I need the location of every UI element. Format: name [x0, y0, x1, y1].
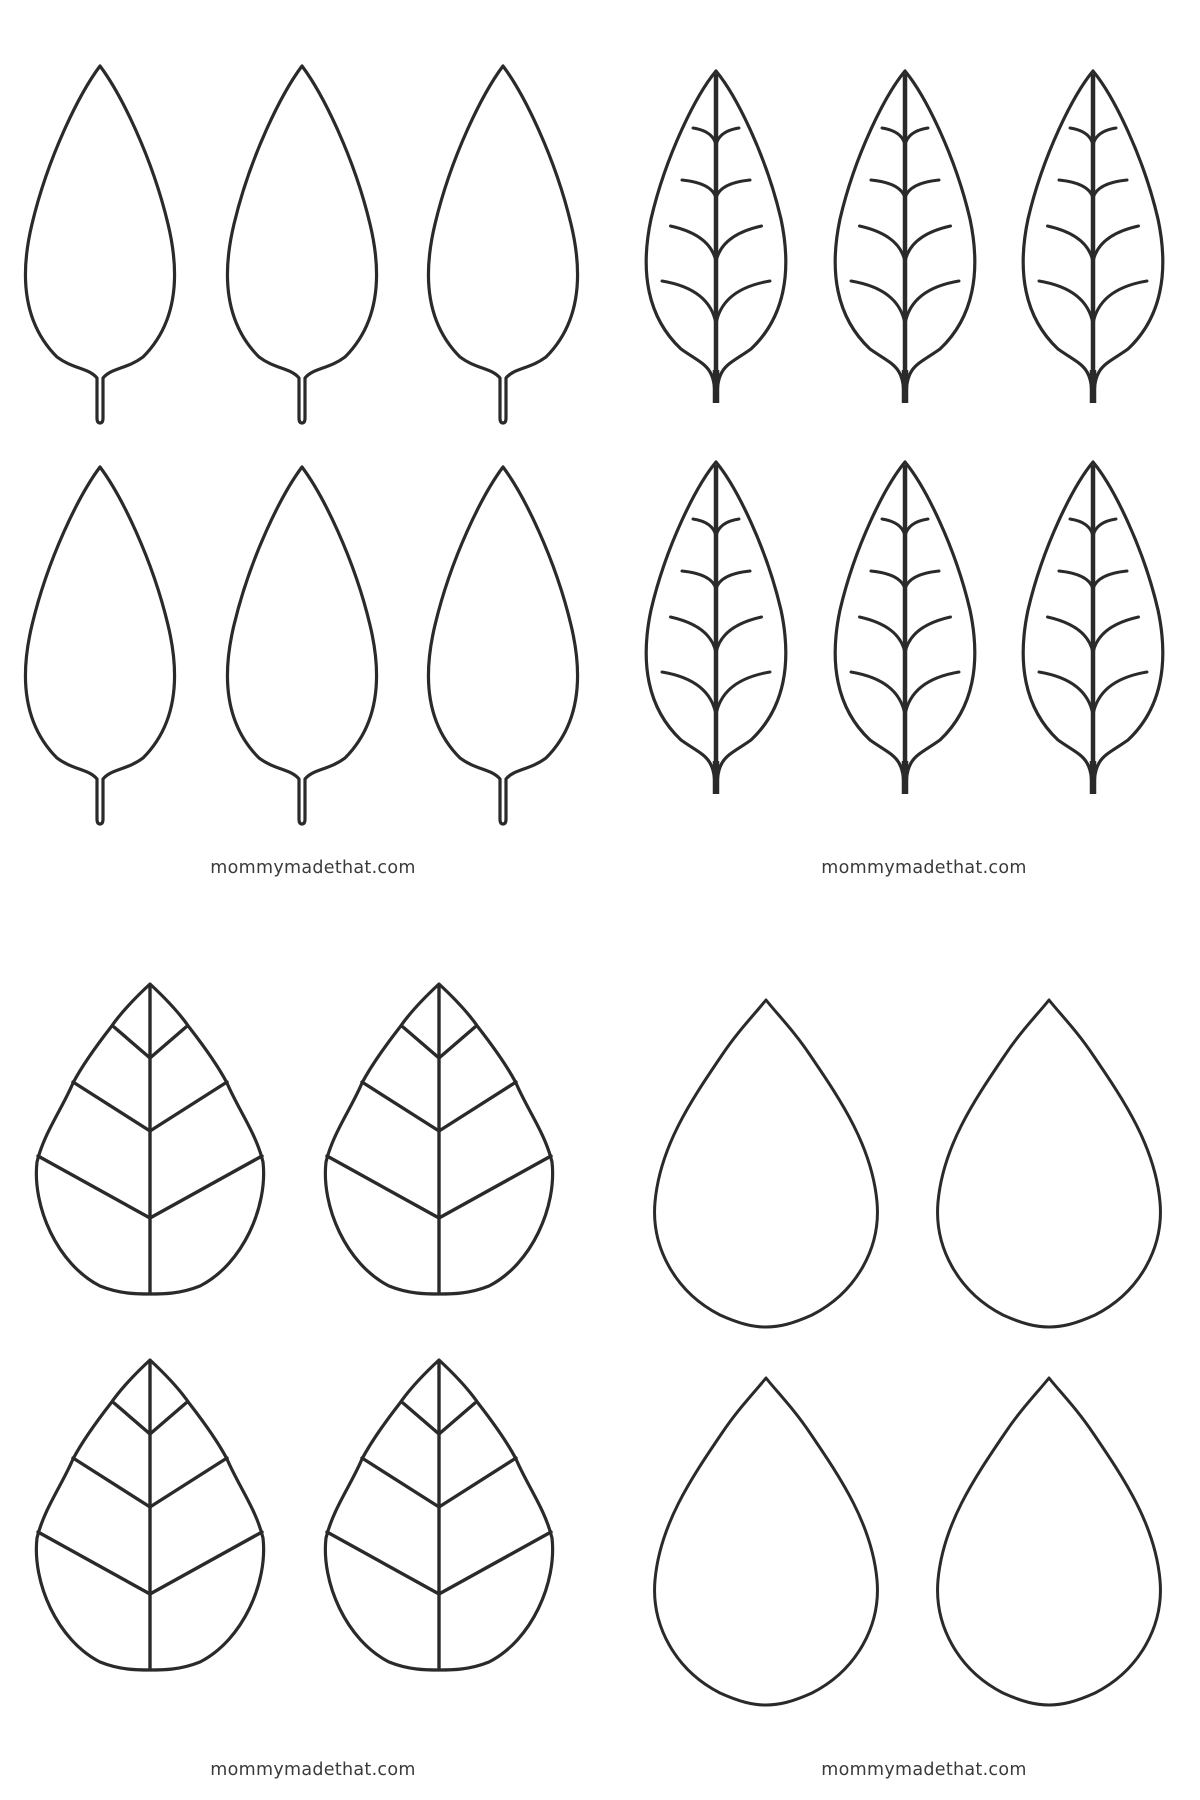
chevron-veined-teardrop-leaf — [32, 981, 268, 1297]
quadrant-top-left — [0, 0, 600, 900]
veined-leaf-with-stem — [639, 67, 793, 407]
plain-teardrop-leaf — [933, 1375, 1165, 1709]
plain-teardrop-leaf — [650, 1375, 882, 1709]
plain-pointed-leaf-with-stem — [17, 62, 183, 430]
quadrant-bottom-left — [0, 900, 600, 1800]
quadrant-bottom-right — [600, 900, 1200, 1800]
watermark-url: mommymadethat.com — [821, 1760, 1027, 1780]
veined-leaf-with-stem — [1016, 67, 1170, 407]
chevron-veined-teardrop-leaf — [32, 1357, 268, 1673]
veined-leaf-with-stem — [1016, 458, 1170, 798]
plain-teardrop-leaf — [933, 997, 1165, 1331]
chevron-veined-teardrop-leaf — [321, 981, 557, 1297]
plain-pointed-leaf-with-stem — [420, 463, 586, 831]
veined-leaf-with-stem — [828, 67, 982, 407]
plain-teardrop-leaf — [650, 997, 882, 1331]
plain-pointed-leaf-with-stem — [17, 463, 183, 831]
watermark-url: mommymadethat.com — [210, 1760, 416, 1780]
plain-pointed-leaf-with-stem — [420, 62, 586, 430]
watermark-url: mommymadethat.com — [821, 858, 1027, 878]
chevron-veined-teardrop-leaf — [321, 1357, 557, 1673]
plain-pointed-leaf-with-stem — [219, 62, 385, 430]
watermark-url: mommymadethat.com — [210, 858, 416, 878]
veined-leaf-with-stem — [639, 458, 793, 798]
quadrant-top-right — [600, 0, 1200, 900]
plain-pointed-leaf-with-stem — [219, 463, 385, 831]
veined-leaf-with-stem — [828, 458, 982, 798]
